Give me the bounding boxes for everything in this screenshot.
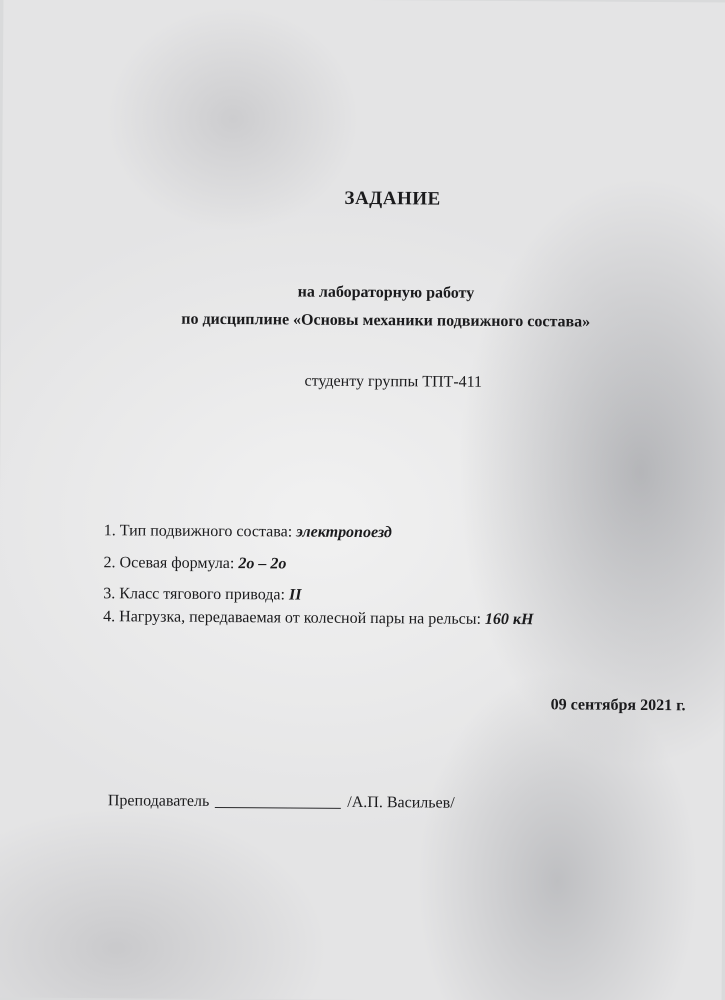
task-item-value: 160 кН [484,610,534,629]
task-item-value: 2о – 2о [238,555,287,573]
recipient-line: студенту группы ТПТ-411 [304,372,483,391]
signature-role: Преподаватель [107,792,210,810]
task-item-label: 2. Осевая формула: [103,554,239,573]
task-item [103,554,286,573]
task-item-value: электропоезд [296,523,392,542]
task-item [103,608,533,629]
task-item-label: 3. Класс тягового привода: [103,585,290,604]
task-item-label: 4. Нагрузка, передаваемая от колесной пары на рельсы: [103,608,486,628]
document-title: ЗАДАНИЕ [344,187,441,210]
task-item-label: 1. Тип подвижного состава: [103,522,297,541]
subtitle-line-2: по дисциплине «Основы механики подвижного состава» [181,310,591,331]
signature-row [108,792,455,812]
subtitle-line-1: на лабораторную работу [297,283,475,302]
task-item-value: II [288,586,302,604]
signature-line [215,795,341,809]
task-item [104,522,392,542]
signature-name: /А.П. Васильев/ [347,793,455,812]
task-item [103,585,301,604]
document-date: 09 сентября 2021 г. [550,696,686,715]
